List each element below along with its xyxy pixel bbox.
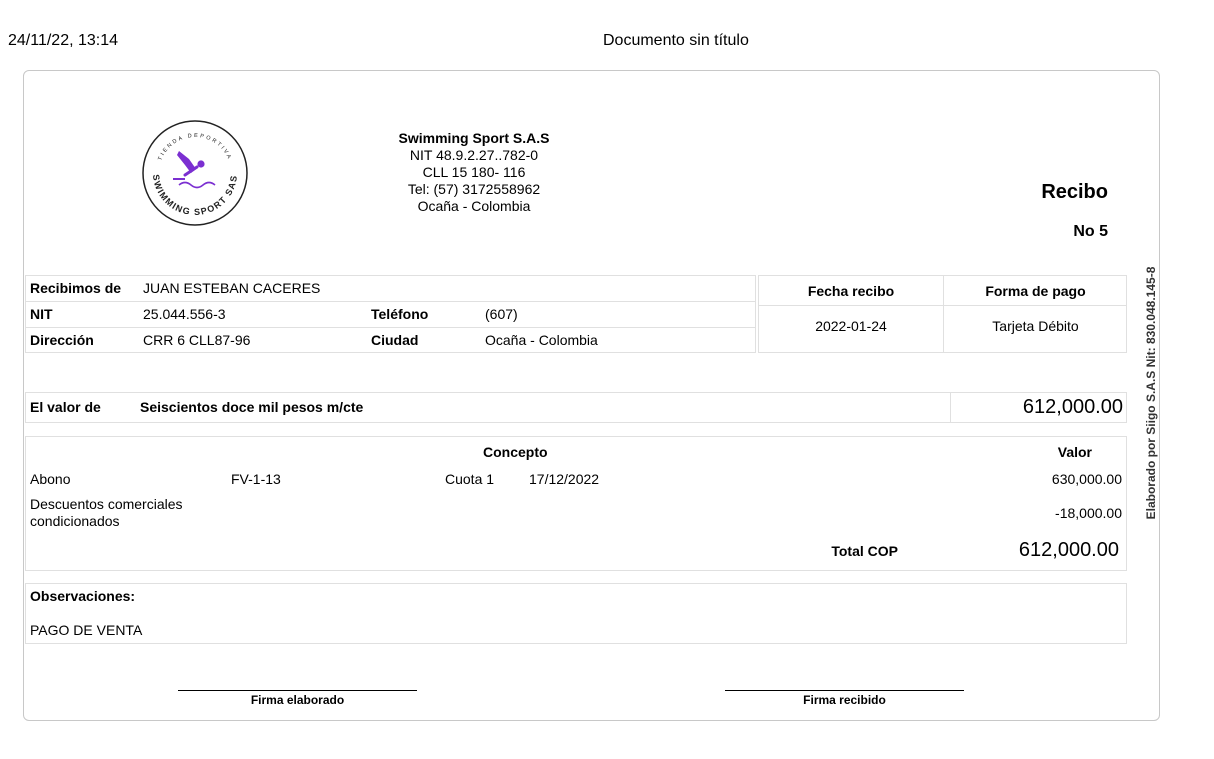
- print-datetime: 24/11/22, 13:14: [8, 32, 119, 49]
- signature-received: Firma recibido: [725, 690, 964, 707]
- row-1-name: Abono: [30, 471, 71, 487]
- row-1-reference: FV-1-13: [231, 471, 281, 487]
- received-from-value: JUAN ESTEBAN CACERES: [143, 280, 321, 296]
- amount-value: 612,000.00: [1022, 396, 1123, 418]
- address-label: Dirección: [30, 332, 94, 348]
- payment-method-column: [943, 276, 1127, 352]
- logo-arc-top: TIENDA DEPORTIVA: [157, 132, 233, 162]
- total-label: Total COP: [831, 543, 898, 559]
- observations-text: PAGO DE VENTA: [30, 622, 143, 638]
- company-nit: NIT 48.9.2.27..782-0: [409, 147, 539, 163]
- company-phone: Tel: (57) 3172558962: [407, 181, 541, 197]
- phone-label: Teléfono: [371, 306, 429, 322]
- row-2-name-line1: Descuentos comerciales: [30, 496, 183, 512]
- print-header: [8, 32, 1208, 50]
- receipt: [23, 70, 1160, 721]
- amount-label: El valor de: [30, 399, 101, 415]
- receipt-date-column: [759, 276, 943, 352]
- payment-method-value: Tarjeta Débito: [992, 318, 1079, 334]
- row-1-quota: Cuota 1: [445, 471, 495, 487]
- receipt-date-label: Fecha recibo: [759, 276, 943, 306]
- document-number: No 5: [1073, 223, 1108, 240]
- logo-arc-bottom: SWIMMING SPORT SAS: [150, 173, 240, 218]
- client-row-address: [26, 328, 755, 354]
- observations-label: Observaciones:: [30, 588, 136, 604]
- total-value: 612,000.00: [1018, 539, 1119, 561]
- signature-prepared: Firma elaborado: [178, 690, 417, 707]
- client-info: [25, 275, 756, 353]
- phone-value: (607): [485, 306, 518, 322]
- amount-box: [25, 392, 1127, 423]
- amount-words: Seiscientos doce mil pesos m/cte: [140, 399, 364, 415]
- observations-box: [25, 583, 1127, 644]
- city-value: Ocaña - Colombia: [485, 332, 598, 348]
- receipt-meta: [758, 275, 1127, 353]
- company-info: [364, 130, 584, 215]
- row-1-date: 17/12/2022: [529, 471, 600, 487]
- nit-label: NIT: [30, 306, 53, 322]
- concepts-table: [25, 436, 1127, 571]
- company-address: CLL 15 180- 116: [422, 164, 526, 180]
- company-logo: [141, 119, 249, 227]
- client-row-received: [26, 276, 755, 302]
- side-note-text: Elaborado por Siigo S.A.S Nit: 830.048.145-8: [1144, 266, 1158, 520]
- concept-header: Concepto: [483, 444, 548, 460]
- document-title: Recibo: [1041, 181, 1108, 203]
- print-document-title: Documento sin título: [603, 32, 749, 49]
- side-note: [1144, 261, 1158, 525]
- swimmer-logo-icon: [141, 119, 249, 227]
- row-2-name-line2: condicionados: [30, 513, 120, 529]
- receipt-date-value: 2022-01-24: [815, 318, 887, 334]
- payment-method-label: Forma de pago: [944, 276, 1127, 306]
- amount-value-box: [950, 393, 1126, 422]
- company-name: Swimming Sport S.A.S: [398, 130, 550, 146]
- address-value: CRR 6 CLL87-96: [143, 332, 251, 348]
- nit-value: 25.044.556-3: [143, 306, 226, 322]
- client-row-nit: [26, 302, 755, 328]
- value-header: Valor: [1057, 444, 1092, 460]
- city-label: Ciudad: [371, 332, 419, 348]
- row-2-value: -18,000.00: [1055, 505, 1122, 521]
- received-from-label: Recibimos de: [30, 280, 122, 296]
- row-1-value: 630,000.00: [1051, 471, 1122, 487]
- company-city: Ocaña - Colombia: [417, 198, 531, 214]
